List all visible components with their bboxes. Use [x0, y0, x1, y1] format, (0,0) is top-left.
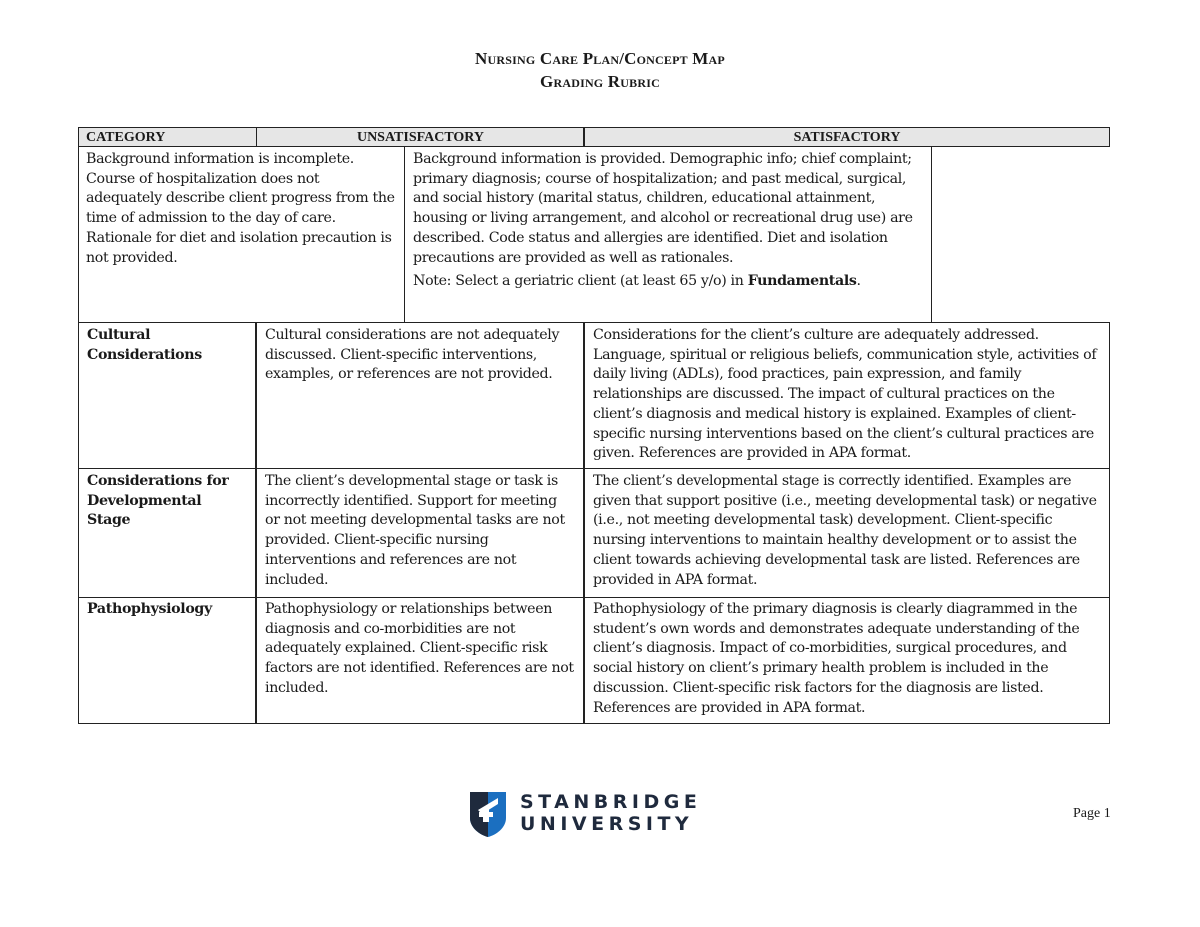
title-line-2: Grading Rubric [540, 72, 660, 91]
logo-line-2: UNIVERSITY [520, 813, 694, 835]
row4-satisfactory: Pathophysiology of the primary diagnosis is clearly diagrammed in the student’s own words and demonstrates adequate understanding of the client’s diagnosis. Impact of co-morbidities, surgical procedures, and social history on client’s primary health problem is included in the discussion. Client-specific risk factors for the diagnosis are listed. References are provided in APA format. [593, 601, 1080, 716]
shield-icon [468, 790, 508, 838]
logo-line-1: STANBRIDGE [520, 791, 702, 813]
row1-unsatisfactory: Background information is incomplete. Course of hospitalization does not adequately describe client progress from the time of admission to the day of care. Rationale for diet and isolation precaution is not provided. [86, 151, 395, 266]
row3-satisfactory: The client’s developmental stage is correctly identified. Examples are given that support positive (i.e., meeting developmental task) or negative (i.e., not meeting developmental task) development. Client-specific nursing interventions to maintain healthy development or to assist the client towards achieving developmental task are listed. References are provided in APA format. [593, 473, 1097, 588]
stanbridge-logo [468, 790, 702, 838]
row1-note [413, 272, 923, 292]
row2-satisfactory: Considerations for the client’s culture are adequately addressed. Language, spiritual or religious beliefs, communication style, activities of daily living (ADLs), food practices, pain expression, and family relationships are discussed. The impact of cultural practices on the client’s diagnosis and medical history is explained. Examples of client-specific nursing interventions based on the client’s cultural practices are given. References are provided in APA format. [593, 327, 1097, 462]
row1-satisfactory [405, 148, 931, 292]
page-number: Page 1 [1073, 806, 1111, 821]
note-suffix: . [856, 273, 861, 290]
row4-unsatisfactory: Pathophysiology or relationships between diagnosis and co-morbidities are not adequately explained. Client-specific risk factors are not identified. References are not included. [265, 601, 574, 696]
header-divider [583, 127, 585, 147]
row2-category: Cultural Considerations [87, 327, 202, 363]
note-prefix: Note: Select a geriatric client (at least 65 y/o) in [413, 273, 748, 290]
row3-category: Considerations for Developmental Stage [87, 473, 229, 529]
row3-unsatisfactory: The client’s developmental stage or task is incorrectly identified. Support for meeting or not meeting developmental tasks are not provided. Client-specific nursing interventions and references are not included. [265, 473, 565, 588]
row-separator-1 [78, 468, 1110, 469]
note-bold: Fundamentals [747, 273, 857, 290]
header-satisfactory: SATISFACTORY [793, 130, 901, 145]
title-line-1: Nursing Care Plan/Concept Map [475, 49, 725, 68]
header-unsatisfactory: UNSATISFACTORY [257, 128, 585, 146]
row1-satisfactory-text: Background information is provided. Demographic info; chief complaint; primary diagnosis; course of hospitalization; and past medical, surgical, and social history (marital status, children, educational attainment, housing or living arrangement, and alcohol or recreational drug use) are described. Code status and allergies are identified. Diet and isolation precautions are provided as well as rationales. [413, 151, 913, 266]
table-header-row [78, 127, 1110, 147]
row4-category: Pathophysiology [87, 601, 212, 617]
header-category: CATEGORY [79, 128, 257, 146]
row2-unsatisfactory: Cultural considerations are not adequately discussed. Client-specific interventions, examples, or references are not provided. [265, 327, 560, 383]
